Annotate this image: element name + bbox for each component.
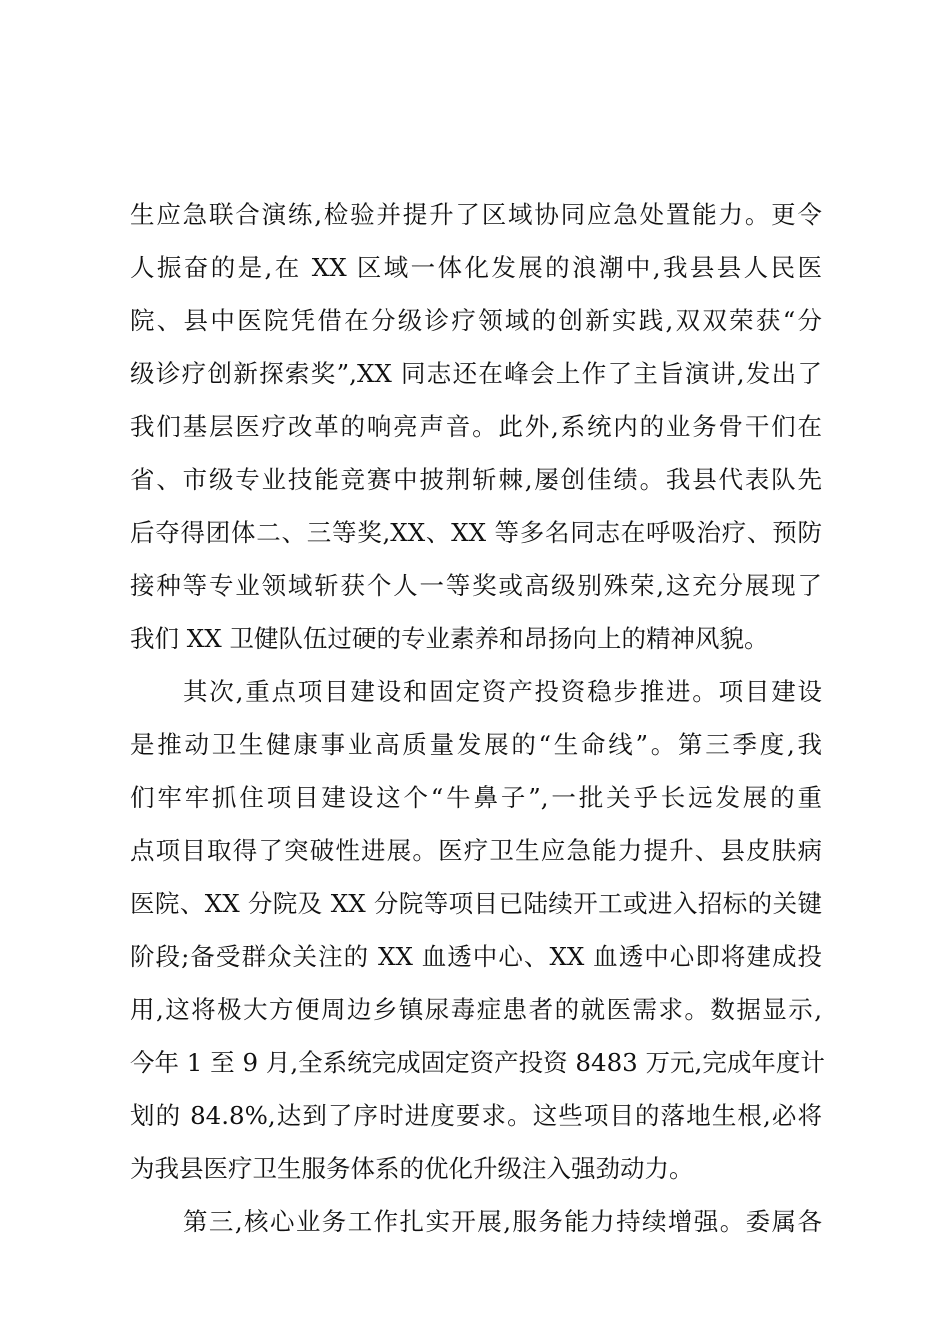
text-line: 我们基层医疗改革的响亮声音。此外,系统内的业务骨干们在 xyxy=(130,412,822,441)
text-line: 阶段;备受群众关注的 XX 血透中心、XX 血透中心即将建成投 xyxy=(130,942,822,971)
text-line: 后夺得团体二、三等奖,XX、XX 等多名同志在呼吸治疗、预防 xyxy=(130,518,822,547)
text-line: 接种等专业领域斩获个人一等奖或高级别殊荣,这充分展现了 xyxy=(130,571,822,600)
text-line: 其次,重点项目建设和固定资产投资稳步推进。项目建设 xyxy=(183,677,822,706)
body-text xyxy=(130,193,825,1253)
text-line: 们牢牢抓住项目建设这个“牛鼻子”,一批关乎长远发展的重 xyxy=(130,783,822,812)
text-line: 省、市级专业技能竞赛中披荆斩棘,屡创佳绩。我县代表队先 xyxy=(130,465,822,494)
text-line: 生应急联合演练,检验并提升了区域协同应急处置能力。更令 xyxy=(130,200,822,229)
text-line: 点项目取得了突破性进展。医疗卫生应急能力提升、县皮肤病 xyxy=(130,836,822,865)
paragraph-achievements xyxy=(130,193,822,670)
text-line: 级诊疗创新探索奖”,XX 同志还在峰会上作了主旨演讲,发出了 xyxy=(130,359,822,388)
text-line: 人振奋的是,在 XX 区域一体化发展的浪潮中,我县县人民医 xyxy=(130,253,822,282)
text-line: 第三,核心业务工作扎实开展,服务能力持续增强。委属各 xyxy=(183,1207,822,1236)
paragraph-key-projects xyxy=(130,670,825,1200)
text-line: 划的 84.8%,达到了序时进度要求。这些项目的落地生根,必将 xyxy=(130,1101,822,1130)
text-line: 为我县医疗卫生服务体系的优化升级注入强劲动力。 xyxy=(130,1154,694,1183)
text-line: 院、县中医院凭借在分级诊疗领域的创新实践,双双荣获“分 xyxy=(130,306,822,335)
text-line: 医院、XX 分院及 XX 分院等项目已陆续开工或进入招标的关键 xyxy=(130,889,822,918)
text-line: 今年 1 至 9 月,全系统完成固定资产投资 8483 万元,完成年度计 xyxy=(130,1048,825,1077)
paragraph-core-business xyxy=(130,1200,822,1253)
text-line: 用,这将极大方便周边乡镇尿毒症患者的就医需求。数据显示, xyxy=(130,995,822,1024)
text-line: 是推动卫生健康事业高质量发展的“生命线”。第三季度,我 xyxy=(130,730,822,759)
text-line: 我们 XX 卫健队伍过硬的专业素养和昂扬向上的精神风貌。 xyxy=(130,624,769,653)
